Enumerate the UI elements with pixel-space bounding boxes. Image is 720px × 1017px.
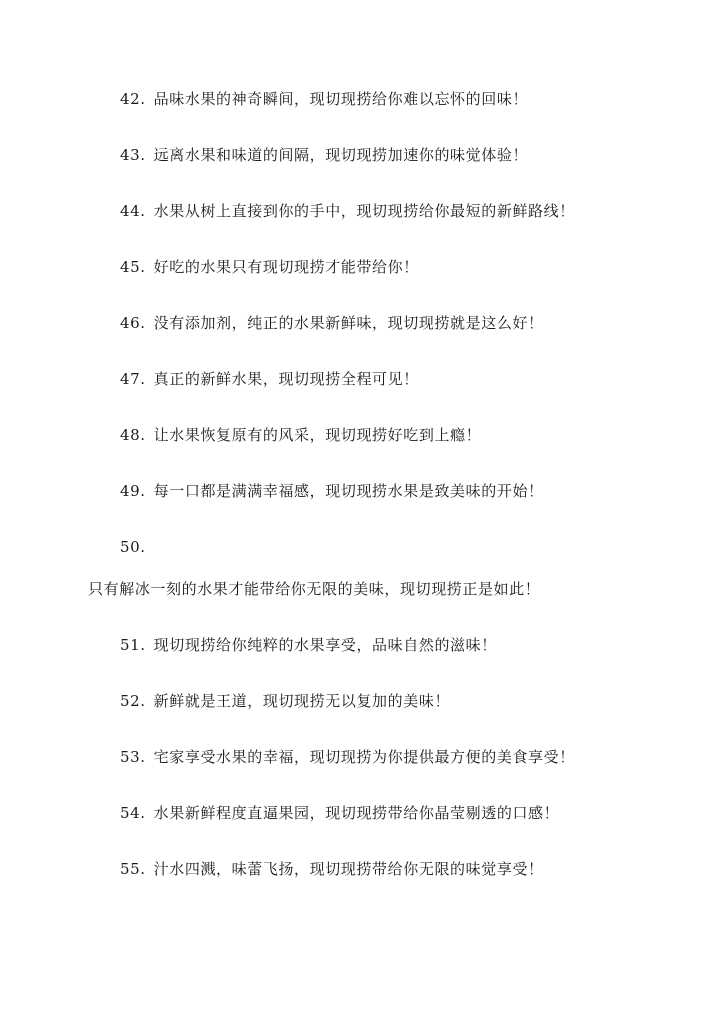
item-text: 让水果恢复原有的风采，现切现捞好吃到上瘾！	[153, 426, 482, 444]
item-number: 46.	[120, 314, 146, 332]
item-50-continuation: 只有解冰一刻的水果才能带给你无限的美味，现切现捞正是如此！	[88, 580, 541, 598]
item-text: 品味水果的神奇瞬间，现切现捞给你难以忘怀的回味！	[153, 90, 529, 108]
list-item	[120, 425, 481, 445]
item-number: 54.	[120, 804, 146, 822]
item-number: 53.	[120, 748, 146, 766]
list-item	[120, 89, 528, 109]
item-text: 每一口都是满满幸福感，现切现捞水果是致美味的开始！	[153, 482, 544, 500]
item-number: 43.	[120, 146, 146, 164]
list-item	[120, 635, 497, 655]
item-number: 55.	[120, 860, 146, 878]
item-number: 51.	[120, 636, 146, 654]
item-number: 45.	[120, 258, 146, 276]
item-text: 水果从树上直接到你的手中，现切现捞给你最短的新鲜路线！	[153, 202, 575, 220]
list-item	[120, 201, 575, 221]
item-number: 48.	[120, 426, 146, 444]
list-item	[120, 859, 544, 879]
item-number: 50.	[120, 538, 146, 556]
item-text: 现切现捞给你纯粹的水果享受，品味自然的滋味！	[153, 636, 497, 654]
list-item	[120, 747, 575, 767]
list-item	[120, 313, 544, 333]
list-item	[120, 803, 559, 823]
item-text: 远离水果和味道的间隔，现切现捞加速你的味觉体验！	[153, 146, 529, 164]
list-item	[120, 481, 544, 501]
item-text: 新鲜就是王道，现切现捞无以复加的美味！	[153, 692, 451, 710]
item-number: 52.	[120, 692, 146, 710]
item-text: 好吃的水果只有现切现捞才能带给你！	[153, 258, 419, 276]
item-number: 44.	[120, 202, 146, 220]
item-number: 47.	[120, 370, 146, 388]
item-text: 宅家享受水果的幸福，现切现捞为你提供最方便的美食享受！	[153, 748, 575, 766]
list-item	[120, 369, 419, 389]
item-text: 汁水四溅，味蕾飞扬，现切现捞带给你无限的味觉享受！	[153, 860, 544, 878]
item-text: 水果新鲜程度直逼果园，现切现捞带给你晶莹剔透的口感！	[153, 804, 560, 822]
list-item	[120, 691, 450, 711]
list-item	[120, 257, 419, 277]
item-text: 没有添加剂，纯正的水果新鲜味，现切现捞就是这么好！	[153, 314, 544, 332]
list-item	[120, 537, 154, 557]
list-item	[120, 145, 528, 165]
item-number: 49.	[120, 482, 146, 500]
item-number: 42.	[120, 90, 146, 108]
item-text: 真正的新鲜水果，现切现捞全程可见！	[153, 370, 419, 388]
